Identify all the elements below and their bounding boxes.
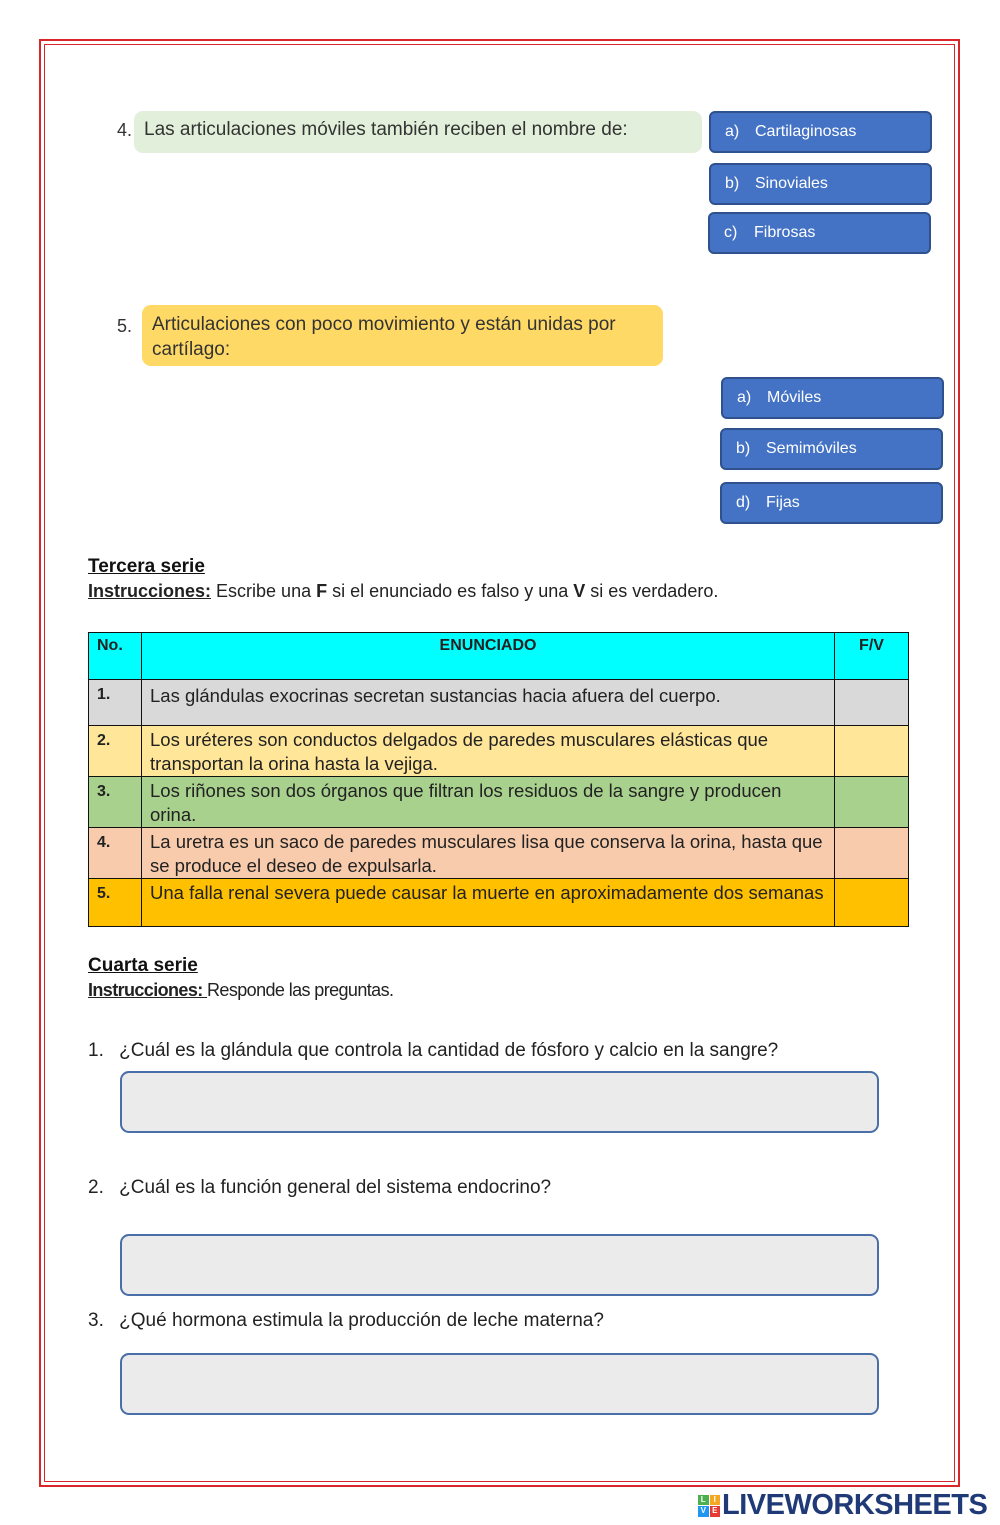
q4-option-c-letter: c) bbox=[724, 224, 738, 241]
liveworksheets-logo bbox=[698, 1489, 987, 1522]
row-number: 4. bbox=[89, 828, 142, 879]
table-row bbox=[89, 726, 909, 777]
table-row bbox=[89, 777, 909, 828]
logo-mark-e: E bbox=[710, 1506, 721, 1517]
fv-answer-cell[interactable] bbox=[835, 828, 909, 879]
tercera-instructions-label: Instrucciones: bbox=[88, 581, 212, 601]
cuarta-q3-number: 3. bbox=[88, 1310, 104, 1331]
q5-question bbox=[142, 305, 663, 366]
q5-option-b-label: Semimóviles bbox=[766, 440, 857, 457]
q4-number: 4. bbox=[117, 120, 133, 140]
fv-answer-cell[interactable] bbox=[835, 777, 909, 828]
true-false-table bbox=[88, 632, 909, 927]
q5-option-b-letter: b) bbox=[736, 440, 751, 457]
cuarta-instructions bbox=[88, 980, 393, 1001]
q4-option-a-label: Cartilaginosas bbox=[755, 123, 857, 140]
row-statement: La uretra es un saco de paredes musculares lisa que conserva la orina, hasta que se produce el deseo de expulsarla. bbox=[142, 828, 835, 879]
cuarta-q1-text: ¿Cuál es la glándula que controla la cantidad de fósforo y calcio en la sangre? bbox=[119, 1040, 779, 1061]
row-statement: Las glándulas exocrinas secretan sustancias hacia afuera del cuerpo. bbox=[142, 680, 835, 726]
row-number: 1. bbox=[89, 680, 142, 726]
q5-option-a-label: Móviles bbox=[767, 389, 822, 406]
cuarta-q2-text: ¿Cuál es la función general del sistema endocrino? bbox=[119, 1177, 552, 1198]
q5-option-a[interactable] bbox=[721, 377, 944, 419]
tercera-instr-v: V bbox=[573, 581, 586, 601]
tercera-instructions bbox=[88, 581, 718, 602]
logo-mark-l: L bbox=[698, 1495, 709, 1506]
q5-option-d[interactable] bbox=[720, 482, 943, 524]
answer-field-1[interactable] bbox=[120, 1071, 879, 1133]
col-header-enunciado: ENUNCIADO bbox=[142, 633, 835, 680]
liveworksheets-logo-icon bbox=[698, 1495, 720, 1517]
row-number: 5. bbox=[89, 879, 142, 927]
tercera-instr-mid: si el enunciado es falso y una bbox=[327, 581, 574, 601]
table-row bbox=[89, 879, 909, 927]
q4-option-b-label: Sinoviales bbox=[755, 175, 828, 192]
fv-answer-cell[interactable] bbox=[835, 726, 909, 777]
row-statement: Una falla renal severa puede causar la muerte en aproximadamente dos semanas bbox=[142, 879, 835, 927]
q5-option-d-letter: d) bbox=[736, 494, 751, 511]
q4-option-a-letter: a) bbox=[725, 123, 740, 140]
q5-question-text: Articulaciones con poco movimiento y están unidas por cartílago: bbox=[152, 314, 616, 360]
q5-number: 5. bbox=[117, 316, 133, 336]
q4-option-b-letter: b) bbox=[725, 175, 740, 192]
cuarta-q3-text: ¿Qué hormona estimula la producción de leche materna? bbox=[119, 1310, 604, 1331]
q5-option-a-letter: a) bbox=[737, 389, 752, 406]
q4-question bbox=[134, 111, 702, 153]
cuarta-q1-number: 1. bbox=[88, 1040, 104, 1061]
tercera-instr-post: si es verdadero. bbox=[585, 581, 719, 601]
tercera-instr-pre: Escribe una bbox=[211, 581, 317, 601]
col-header-no: No. bbox=[89, 633, 142, 680]
logo-mark-i: I bbox=[710, 1495, 721, 1506]
tercera-instr-f: F bbox=[316, 581, 328, 601]
cuarta-q1 bbox=[88, 1040, 778, 1062]
tercera-serie-heading: Tercera serie bbox=[88, 556, 205, 577]
logo-mark-v: V bbox=[698, 1506, 709, 1517]
q5-option-d-label: Fijas bbox=[766, 494, 800, 511]
row-statement: Los riñones son dos órganos que filtran los residuos de la sangre y producen orina. bbox=[142, 777, 835, 828]
fv-answer-cell[interactable] bbox=[835, 879, 909, 927]
answer-field-2[interactable] bbox=[120, 1234, 879, 1296]
q5-option-b[interactable] bbox=[720, 428, 943, 470]
row-number: 3. bbox=[89, 777, 142, 828]
cuarta-instructions-label: Instrucciones: bbox=[88, 980, 208, 1000]
col-header-fv: F/V bbox=[835, 633, 909, 680]
cuarta-q2 bbox=[88, 1177, 551, 1199]
table-row bbox=[89, 828, 909, 879]
q4-option-a[interactable] bbox=[709, 111, 932, 153]
q4-option-c[interactable] bbox=[708, 212, 931, 254]
cuarta-instructions-text: Responde las preguntas. bbox=[207, 980, 394, 1000]
q4-option-b[interactable] bbox=[709, 163, 932, 205]
answer-field-3[interactable] bbox=[120, 1353, 879, 1415]
cuarta-serie-heading: Cuarta serie bbox=[88, 955, 198, 976]
q4-option-c-label: Fibrosas bbox=[754, 224, 816, 241]
cuarta-q3 bbox=[88, 1310, 604, 1332]
fv-answer-cell[interactable] bbox=[835, 680, 909, 726]
row-statement: Los uréteres son conductos delgados de paredes musculares elásticas que transportan la orina hasta la vejiga. bbox=[142, 726, 835, 777]
q4-question-text: Las articulaciones móviles también reciben el nombre de: bbox=[144, 119, 628, 140]
row-number: 2. bbox=[89, 726, 142, 777]
table-row bbox=[89, 680, 909, 726]
liveworksheets-logo-text: LIVEWORKSHEETS bbox=[722, 1489, 988, 1521]
cuarta-q2-number: 2. bbox=[88, 1177, 104, 1198]
